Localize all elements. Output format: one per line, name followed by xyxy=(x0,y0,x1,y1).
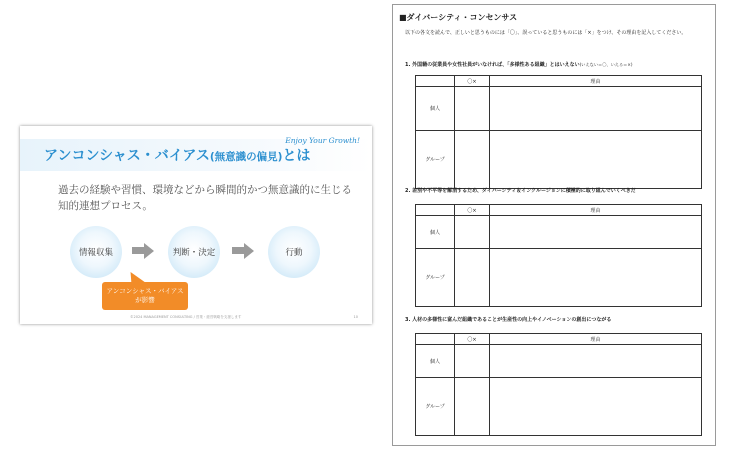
row-individual-label: 個人 xyxy=(416,345,455,378)
answer-table-2 xyxy=(415,204,702,307)
question-2 xyxy=(405,187,636,194)
individual-mark-cell[interactable] xyxy=(455,216,490,249)
arrow-right-icon xyxy=(244,243,254,259)
callout-line-1: アンコンシャス・バイアス xyxy=(106,287,184,295)
flow-diagram xyxy=(20,126,372,324)
header-reason: 理由 xyxy=(490,205,702,216)
question-1-text: 1. 外国籍の従業員や女性社員がいなければ、「多様性ある組織」とはいえない xyxy=(405,62,580,68)
header-reason: 理由 xyxy=(490,334,702,345)
row-group-label: グループ xyxy=(416,131,455,189)
row-group-label: グループ xyxy=(416,378,455,436)
slide-footer: ©2024 MANAGEMENT CONSULTING / 営業・経営戦略を支援します xyxy=(130,315,242,319)
row-individual-label: 個人 xyxy=(416,87,455,131)
slide-title-main: アンコンシャス・バイアス xyxy=(44,148,210,164)
brand-logo: Enjoy Your Growth! xyxy=(285,136,360,145)
individual-mark-cell[interactable] xyxy=(455,87,490,131)
group-mark-cell[interactable] xyxy=(455,378,490,436)
flow-step-decision: 判断・決定 xyxy=(168,226,220,278)
individual-mark-cell[interactable] xyxy=(455,345,490,378)
slide-title-paren: (無意識の偏見) xyxy=(209,151,283,163)
group-mark-cell[interactable] xyxy=(455,249,490,307)
flow-step-info: 情報収集 xyxy=(70,226,122,278)
group-reason-cell[interactable] xyxy=(490,249,702,307)
header-mark: 〇× xyxy=(455,334,490,345)
worksheet xyxy=(392,4,716,446)
slide-thumbnail xyxy=(20,126,372,324)
flow-step-action: 行動 xyxy=(268,226,320,278)
body-line-2: 知的連想プロセス。 xyxy=(58,200,153,212)
group-reason-cell[interactable] xyxy=(490,378,702,436)
group-mark-cell[interactable] xyxy=(455,131,490,189)
header-mark: 〇× xyxy=(455,205,490,216)
header-blank xyxy=(416,334,455,345)
arrow-right-icon xyxy=(144,243,154,259)
header-reason: 理由 xyxy=(490,76,702,87)
individual-reason-cell[interactable] xyxy=(490,345,702,378)
header-blank xyxy=(416,76,455,87)
question-1-note: (いえない＝〇、いえる＝×) xyxy=(579,62,633,67)
answer-table-1 xyxy=(415,75,702,189)
flow-arrow-stem-1 xyxy=(132,247,144,254)
question-1 xyxy=(405,61,632,68)
question-3-text: 3. 人材の多様性に富んだ組織であることが生産性の向上やイノベーションの創出につながる xyxy=(405,317,612,323)
slide-title-tail: とは xyxy=(282,148,311,164)
question-2-text: 2. 差別や不平等を解消するため、ダイバーシティ＆インクルージョンに積極的に取り組んでいくべきだ xyxy=(405,188,636,194)
flow-arrow-stem-2 xyxy=(232,247,244,254)
body-line-1: 過去の経験や習慣、環境などから瞬間的かつ無意識的に生じる xyxy=(58,184,352,196)
group-reason-cell[interactable] xyxy=(490,131,702,189)
worksheet-intro: 以下の各文を読んで、正しいと思うものには「〇」、誤っていると思うものには「×」をつけ、その理由を記入してください。 xyxy=(405,30,687,36)
header-mark: 〇× xyxy=(455,76,490,87)
answer-table-3 xyxy=(415,333,702,436)
question-3 xyxy=(405,316,611,323)
worksheet-title: ■ダイバーシティ・コンセンサス xyxy=(399,13,518,22)
individual-reason-cell[interactable] xyxy=(490,87,702,131)
row-group-label: グループ xyxy=(416,249,455,307)
callout-line-2: が影響 xyxy=(135,296,155,304)
slide-page-number: 10 xyxy=(353,315,358,319)
individual-reason-cell[interactable] xyxy=(490,216,702,249)
header-blank xyxy=(416,205,455,216)
bias-callout xyxy=(102,282,188,310)
row-individual-label: 個人 xyxy=(416,216,455,249)
